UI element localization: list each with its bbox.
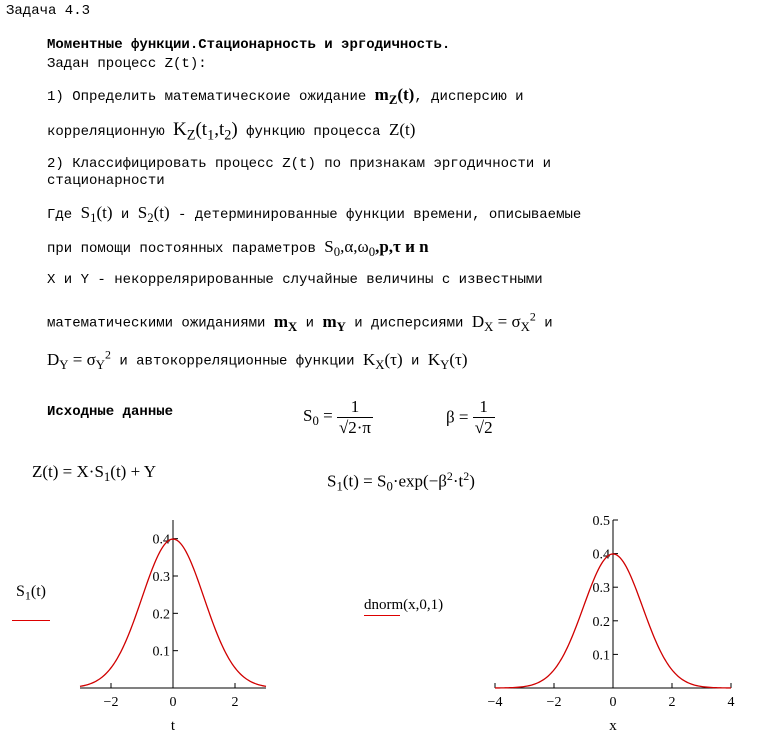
y-tick-label: 0.3 [592, 581, 610, 597]
y-tick-label: 0.3 [152, 570, 170, 585]
y-tick-label: 0.2 [152, 607, 170, 623]
x-tick-label: 2 [668, 695, 676, 710]
right-plot [475, 510, 745, 730]
right-legend-line [364, 615, 400, 616]
my-symbol: $m_Y$ [322, 311, 346, 334]
x-tick-label: −2 [546, 695, 562, 710]
mz-symbol: $m_Z(t)$ [374, 85, 415, 107]
mo-line: математическими ожиданиями $m_X$ и $m_Y$ и дисперсиями $D_X = \sigma_X^2$ и [47, 309, 553, 334]
x-axis-label: t [170, 718, 176, 730]
s2-symbol: $S_2(t)$ [137, 203, 170, 225]
beta-formula: β = $\frac{1}{√2}$ [446, 397, 493, 437]
x-tick-label: 4 [727, 695, 735, 710]
item1-line [47, 87, 524, 108]
y-tick-label: 0.2 [592, 614, 610, 630]
right-plot-legend: dnorm(x,0,1) [364, 597, 444, 613]
dx-symbol: $D_X = \sigma_X^2$ [471, 309, 536, 334]
source-heading: Исходные данные [47, 404, 174, 420]
x-tick-label: 0 [169, 695, 177, 710]
z-func: Z(t) [388, 120, 416, 139]
params-line: при помощи постоянных параметров $S_0,\alpha,\omega_0,p,\tau$ и n [47, 237, 429, 259]
left-plot-legend: $S_1(t)$ [16, 583, 47, 603]
section-heading: Моментные функции.Стационарность и эргодичность. [47, 37, 451, 53]
given-line: Задан процесс Z(t): [47, 56, 207, 72]
item1b-line [47, 119, 416, 144]
task-title: Задача 4.3 [6, 3, 91, 19]
item1b-text: корреляционную [47, 124, 165, 140]
params-symbols: $S_0,\alpha,\omega_0,p,\tau$ и n [324, 237, 429, 259]
x-tick-label: 0 [609, 695, 617, 710]
item1-tail: , дисперсию и [414, 89, 524, 105]
x-tick-label: −2 [103, 695, 119, 710]
dy-line: $D_Y = \sigma_Y^2$ и автокорреляционные функции $K_X(\tau)$ и $K_Y(\tau)$ [47, 347, 468, 372]
y-tick-label: 0.1 [592, 648, 610, 664]
y-tick-label: 0.4 [592, 547, 610, 563]
mx-symbol: $m_X$ [273, 311, 298, 334]
s1-symbol: $S_1(t)$ [80, 203, 113, 225]
y-tick-label: 0.5 [592, 514, 610, 529]
x-axis-label: x [609, 718, 617, 730]
s0-formula: $S_0$ = $\frac{1}{√2\cdot\pi}$ [303, 397, 372, 437]
z-definition: $Z(t) = X\cdot S_1(t) + Y$ [32, 462, 157, 484]
x-tick-label: −4 [487, 695, 503, 710]
where-line: Где $S_1(t)$ и $S_2(t)$ - детерминированные функции времени, описываемые [47, 203, 582, 225]
ky-symbol: $K_Y(\tau)$ [427, 349, 468, 372]
left-plot [70, 510, 270, 730]
s1-definition: $S_1(t) = S_0\cdot\exp(-\beta^2\cdot t^2)$ [327, 469, 475, 494]
left-legend-line [12, 620, 50, 621]
item1b-tail: функцию процесса [246, 124, 381, 140]
item2-line: 2) Классифицировать процесс Z(t) по признакам эргодичности и [47, 156, 552, 172]
kz-symbol: $K_Z(t_1,t_2)$ [173, 119, 238, 144]
item2b-line: стационарности [47, 173, 165, 189]
x-tick-label: 2 [231, 695, 239, 710]
y-tick-label: 0.1 [152, 644, 170, 660]
y-tick-label: 0.4 [152, 532, 170, 548]
xy-line: X и Y - некоррелярированные случайные величины с известными [47, 272, 543, 288]
kx-symbol: $K_X(\tau)$ [362, 349, 403, 372]
dy-symbol: $D_Y = \sigma_Y^2$ [47, 347, 111, 372]
item1-text: 1) Определить математическоие ожидание [47, 89, 367, 105]
